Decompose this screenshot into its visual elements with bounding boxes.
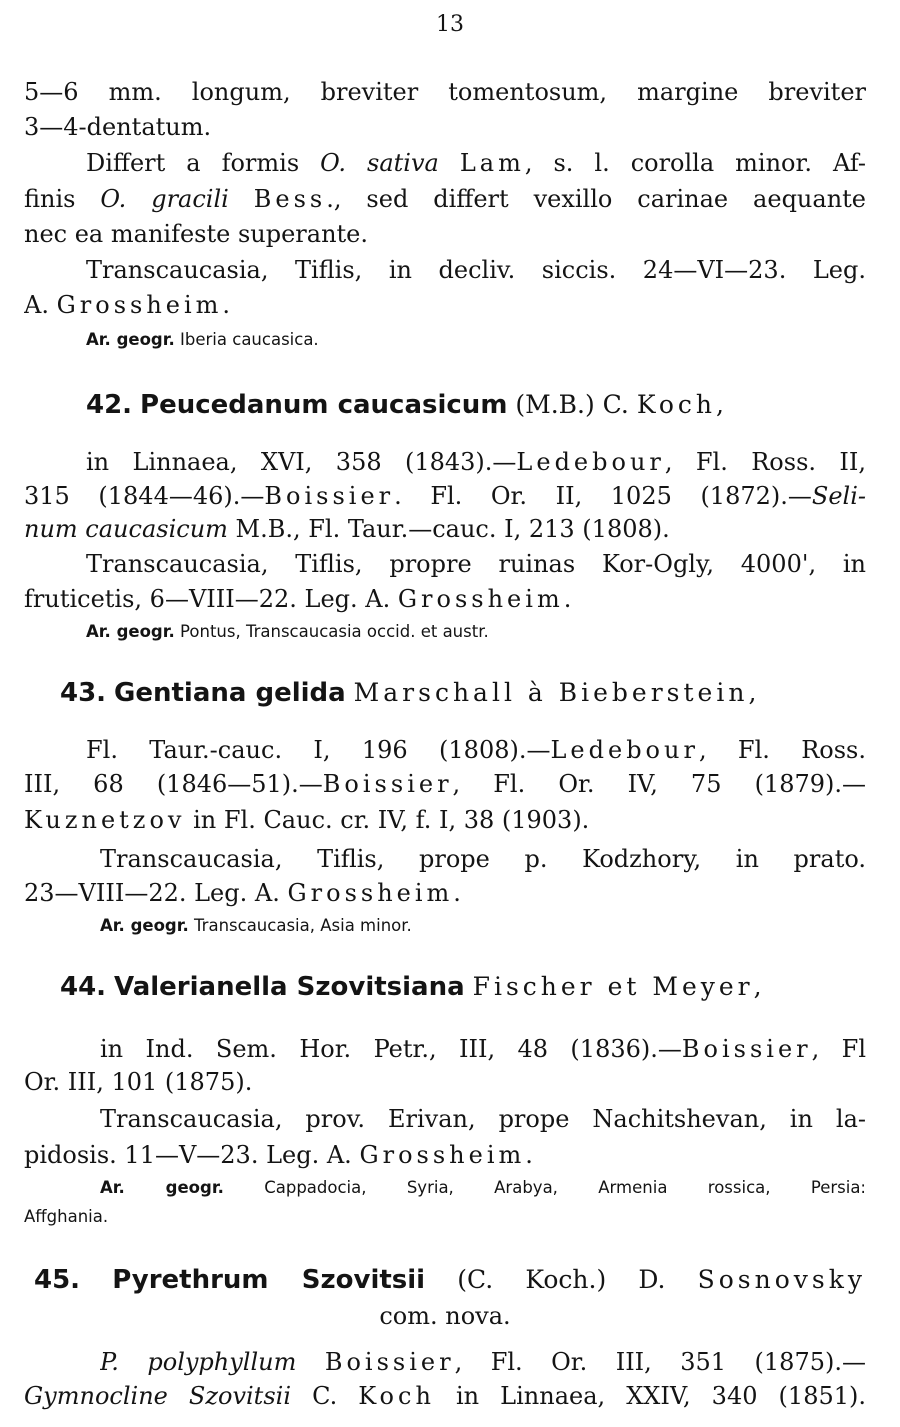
text-line bbox=[24, 877, 866, 909]
author-name: Grossheim bbox=[359, 1141, 526, 1169]
text-line bbox=[24, 480, 866, 512]
species-heading bbox=[34, 1263, 866, 1297]
author-name: (M.B.) C. bbox=[507, 390, 637, 419]
species-title: Peucedanum caucasicum bbox=[140, 390, 508, 420]
author-name: Grossheim bbox=[287, 879, 454, 907]
text-line bbox=[24, 1380, 866, 1412]
text-line bbox=[24, 218, 866, 250]
text: , bbox=[753, 972, 762, 1001]
author-name: Ledebour bbox=[516, 448, 665, 476]
text: pidosis. 11—V—23. Leg. A. bbox=[24, 1141, 360, 1169]
text: , bbox=[748, 678, 757, 707]
geography-text: Cappadocia, Syria, Arabya, Armenia rossica, Persia: bbox=[223, 1178, 866, 1197]
text-line bbox=[24, 289, 866, 321]
species-number: 42. bbox=[86, 390, 133, 420]
author-name: Grossheim bbox=[397, 585, 564, 613]
text: Transcaucasia, Tiflis, in decliv. siccis. 24—VI—23. Leg. bbox=[86, 256, 866, 284]
text-line bbox=[100, 1033, 866, 1065]
text-line bbox=[100, 843, 866, 875]
geography-line bbox=[86, 328, 900, 352]
text: . bbox=[525, 1141, 533, 1169]
geography-line bbox=[86, 620, 900, 644]
text-line bbox=[86, 446, 866, 478]
text: M.B., Fl. Taur.—cauc. I, 213 (1808). bbox=[227, 515, 670, 543]
author-name: Koch bbox=[358, 1382, 435, 1410]
species-number: 44. bbox=[60, 972, 107, 1002]
text-line bbox=[100, 1103, 866, 1135]
author-name: Fischer et Meyer bbox=[472, 972, 754, 1001]
text: finis bbox=[24, 185, 101, 213]
text-line bbox=[24, 583, 866, 615]
text: III, 68 (1846—51).— bbox=[24, 770, 323, 798]
species-title: Gentiana gelida bbox=[114, 678, 346, 708]
geography-line bbox=[100, 1176, 866, 1200]
text bbox=[229, 185, 254, 213]
text: 23—VIII—22. Leg. A. bbox=[24, 879, 288, 907]
text: . bbox=[563, 585, 572, 613]
text-line bbox=[86, 254, 866, 286]
author-name: Lam bbox=[459, 149, 525, 177]
text: Transcaucasia, Tiflis, prope p. Kodzhory, in prato. bbox=[100, 845, 866, 873]
text-line bbox=[86, 548, 866, 580]
species-number: 45. bbox=[34, 1265, 81, 1295]
species-name: Gymnocline Szovitsii bbox=[24, 1382, 291, 1410]
text-line bbox=[24, 76, 866, 108]
text-line bbox=[24, 1139, 866, 1171]
text: Transcaucasia, prov. Erivan, prope Nachitshevan, in la- bbox=[100, 1105, 866, 1133]
geography-text: Transcaucasia, Asia minor. bbox=[188, 916, 412, 935]
text: A. bbox=[24, 291, 57, 319]
text: in Ind. Sem. Hor. Petr., III, 48 (1836).— bbox=[100, 1035, 682, 1063]
text bbox=[296, 1348, 324, 1376]
species-title: Valerianella Szovitsiana bbox=[114, 972, 465, 1002]
geography-label: Ar. geogr. bbox=[86, 330, 175, 349]
author-name: Marschall à Bieberstein bbox=[353, 678, 749, 707]
author-name: Boissier bbox=[324, 1348, 455, 1376]
author-name: Grossheim bbox=[56, 291, 223, 319]
species-heading: 42. Peucedanum caucasicum (M.B.) C. Koch, bbox=[86, 390, 724, 420]
author-name: Boissier bbox=[322, 770, 453, 798]
author-name: Boissier bbox=[264, 482, 395, 510]
text: , Fl. Ross. II, bbox=[664, 448, 866, 476]
text-line bbox=[24, 1300, 866, 1332]
text: C. bbox=[291, 1382, 359, 1410]
species-number: 43. bbox=[60, 678, 107, 708]
text-line bbox=[100, 1346, 866, 1378]
text: 3—4-dentatum. bbox=[24, 113, 212, 141]
author-name: Boissier bbox=[681, 1035, 812, 1063]
geography-label: Ar. geogr. bbox=[100, 916, 189, 935]
text: Transcaucasia, Tiflis, propre ruinas Kor-Ogly, 4000', in bbox=[86, 550, 866, 578]
text-line bbox=[24, 111, 866, 143]
author-name: (C. Koch.) D. bbox=[425, 1265, 698, 1294]
author-name: Sosnovsky bbox=[697, 1265, 866, 1294]
species-heading bbox=[60, 676, 866, 710]
species-name: P. polyphyllum bbox=[100, 1348, 297, 1376]
geography-line bbox=[100, 914, 900, 938]
species-name: num caucasicum bbox=[24, 515, 228, 543]
geography-label: Ar. geogr. bbox=[86, 622, 175, 641]
text-line bbox=[24, 183, 866, 215]
text-line bbox=[24, 804, 866, 836]
text: , s. l. corolla minor. Af- bbox=[524, 149, 866, 177]
text: Differt a formis bbox=[86, 149, 321, 177]
text-line bbox=[24, 768, 866, 800]
text: in Fl. Cauc. cr. IV, f. I, 38 (1903). bbox=[185, 806, 590, 834]
geography-text: Affghania. bbox=[24, 1207, 109, 1226]
text: in Linnaea, XVI, 358 (1843).— bbox=[86, 448, 517, 476]
author-name: Ledebour bbox=[550, 736, 699, 764]
species-title: Pyrethrum Szovitsii bbox=[112, 1265, 426, 1295]
text: , Fl. Or. IV, 75 (1879).— bbox=[452, 770, 866, 798]
species-name: O. sativa bbox=[320, 149, 439, 177]
text-line bbox=[24, 1066, 866, 1098]
author-name: Koch bbox=[636, 390, 716, 419]
text-line bbox=[24, 513, 866, 545]
text: in Linnaea, XXIV, 340 (1851). bbox=[434, 1382, 866, 1410]
page-number: 13 bbox=[436, 12, 464, 37]
text-line bbox=[86, 734, 866, 766]
text: . Fl. Or. II, 1025 (1872).— bbox=[394, 482, 812, 510]
text: nec ea manifeste superante. bbox=[24, 220, 369, 248]
text: 5—6 mm. longum, breviter tomentosum, margine breviter bbox=[24, 78, 866, 106]
text: fruticetis, 6—VIII—22. Leg. A. bbox=[24, 585, 398, 613]
text: ., sed differt vexillo carinae aequante bbox=[326, 185, 866, 213]
text: . bbox=[222, 291, 231, 319]
text: 315 (1844—46).— bbox=[24, 482, 265, 510]
author-name: Kuznetzov bbox=[24, 806, 186, 834]
geography-line bbox=[24, 1205, 866, 1229]
text: com. nova. bbox=[379, 1302, 511, 1330]
text bbox=[439, 149, 460, 177]
geography-text: Pontus, Transcaucasia occid. et austr. bbox=[174, 622, 489, 641]
text: , Fl. Ross. bbox=[698, 736, 866, 764]
species-heading bbox=[60, 970, 866, 1004]
text: . bbox=[453, 879, 461, 907]
text-line bbox=[86, 147, 866, 179]
text: Fl. Taur.-cauc. I, 196 (1808).— bbox=[86, 736, 551, 764]
species-name: O. gracili bbox=[100, 185, 229, 213]
text: , Fl. Or. III, 351 (1875).— bbox=[454, 1348, 866, 1376]
geography-label: Ar. geogr. bbox=[100, 1178, 224, 1197]
text: Or. III, 101 (1875). bbox=[24, 1068, 253, 1096]
species-name: Seli- bbox=[811, 482, 866, 510]
geography-text: Iberia caucasica. bbox=[174, 330, 319, 349]
author-name: Bess bbox=[253, 185, 327, 213]
text: , Fl bbox=[811, 1035, 866, 1063]
